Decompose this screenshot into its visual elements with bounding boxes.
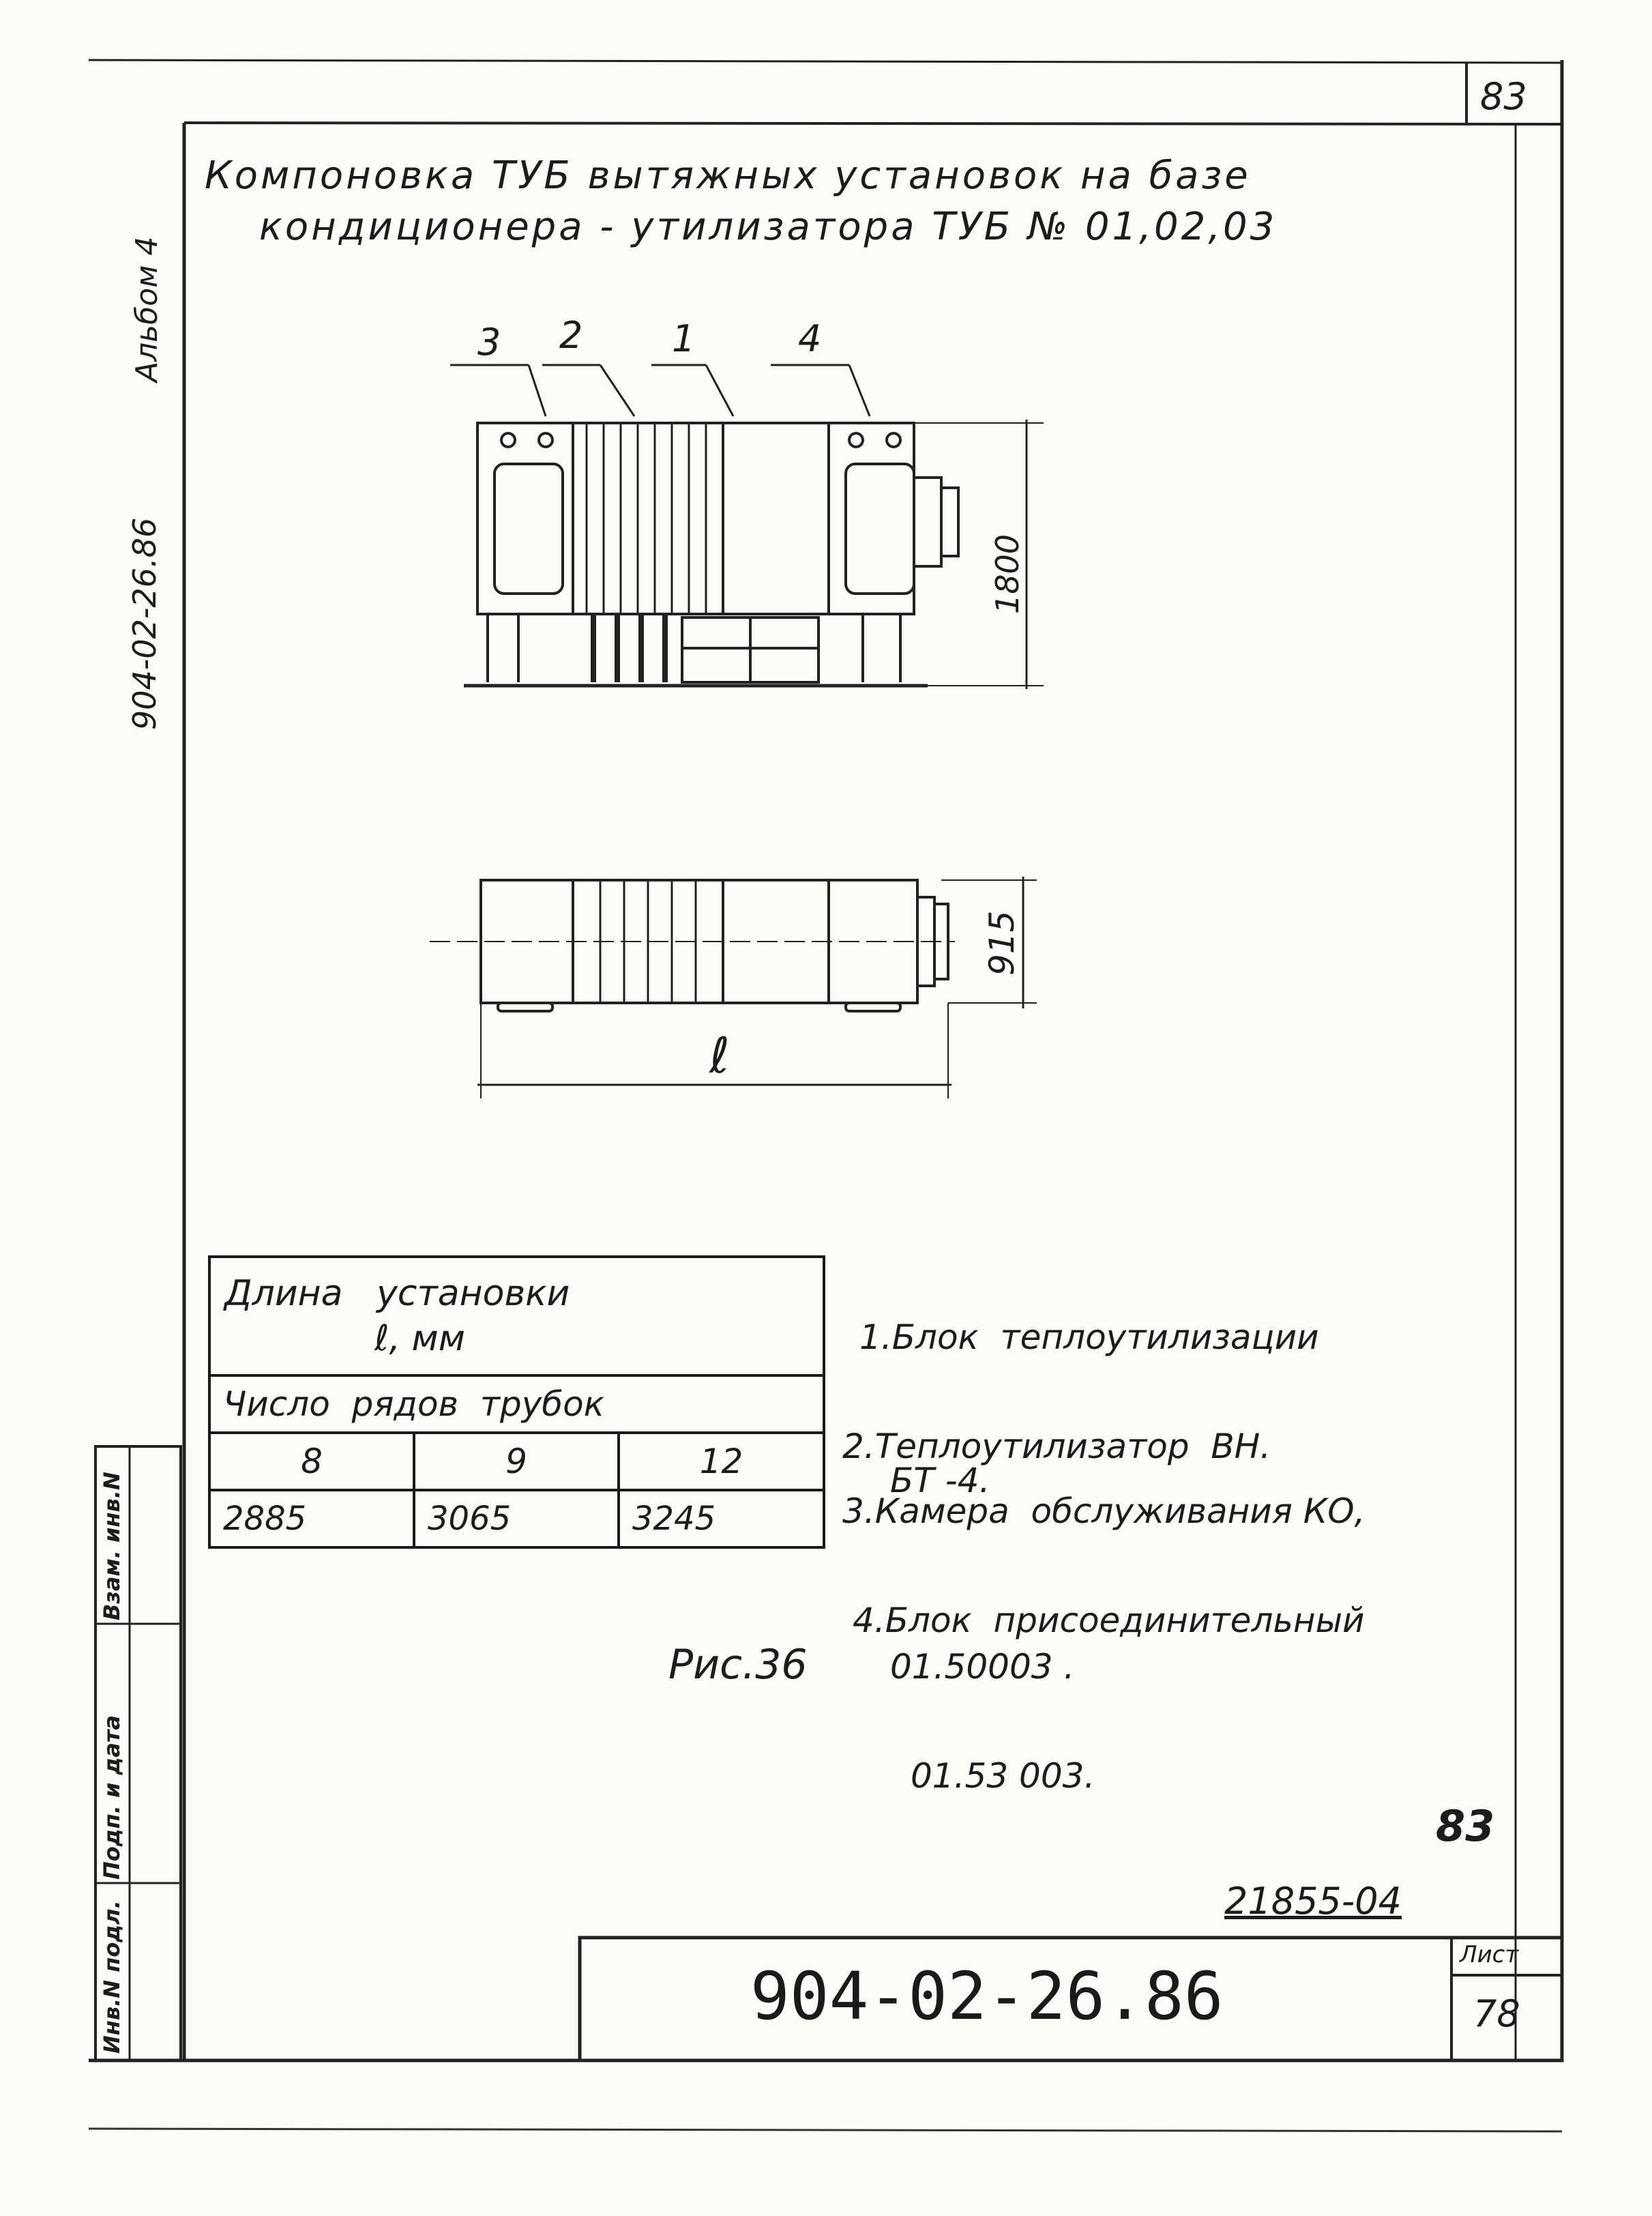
table-cell-rows-12: 12	[619, 1433, 824, 1490]
document-code: 904-02-26.86	[750, 1958, 1224, 2035]
callout-3: 3	[477, 321, 501, 364]
length-symbol: ℓ	[709, 1027, 730, 1084]
sheet-number: 78	[1473, 1992, 1520, 2035]
legend-item-4-line1: 4.Блок присоединительный	[853, 1601, 1365, 1640]
table-header-line2: ℓ, мм	[374, 1318, 465, 1359]
stamp-vzam-inv: Взам. инв.N	[99, 1472, 125, 1620]
width-dimension: 915	[982, 910, 1022, 976]
table-subheader: Число рядов трубок	[209, 1375, 824, 1433]
table-cell-rows-9: 9	[414, 1433, 619, 1490]
figure-caption: Рис.36	[668, 1641, 808, 1689]
height-dimension: 1800	[989, 534, 1026, 614]
legend-item-1-line1: 1.Блок теплоутилизации	[859, 1317, 1319, 1357]
callout-2: 2	[559, 314, 583, 357]
handwritten-page-number: 83	[1436, 1801, 1495, 1851]
stamp-inv-podl: Инв.N подл.	[99, 1900, 125, 2054]
sheet-title-line2: кондиционера - утилизатора ТУБ № 01,02,03	[259, 205, 1278, 249]
sheet-title-line1: Компоновка ТУБ вытяжных установок на базе	[205, 154, 1251, 198]
unit-elevation-drawing	[450, 365, 1044, 689]
side-document-code: 904-02-26.86	[126, 517, 163, 730]
legend-item-2-line1: 2.Теплоутилизатор ВН.	[842, 1427, 1271, 1466]
unit-plan-drawing	[430, 877, 1037, 1098]
sheet-label: Лист	[1460, 1941, 1519, 1968]
corner-page-number: 83	[1480, 75, 1527, 118]
album-label: Альбом 4	[130, 236, 164, 382]
table-cell-length-12: 3245	[619, 1490, 824, 1547]
order-number: 21855-04	[1224, 1880, 1402, 1923]
stamp-podp-data: Подп. и дата	[99, 1715, 125, 1880]
table-cell-length-8: 2885	[209, 1490, 414, 1547]
legend-item-3-line2: 01.50003 .	[890, 1647, 1075, 1687]
table-header-line1: Длина установки	[224, 1273, 570, 1314]
callout-1: 1	[672, 317, 696, 360]
table-header	[209, 1257, 824, 1375]
callout-4: 4	[798, 317, 822, 360]
table-cell-length-9: 3065	[414, 1490, 619, 1547]
length-table	[208, 1255, 825, 1549]
legend-item-3-line1: 3.Камера обслуживания КО,	[842, 1491, 1366, 1531]
legend-item-4-line2: 01.53 003.	[911, 1756, 1095, 1796]
legend-item-1-line2: БТ -4.	[890, 1461, 990, 1500]
table-cell-rows-8: 8	[209, 1433, 414, 1490]
legend-item-4	[853, 1491, 1365, 1854]
